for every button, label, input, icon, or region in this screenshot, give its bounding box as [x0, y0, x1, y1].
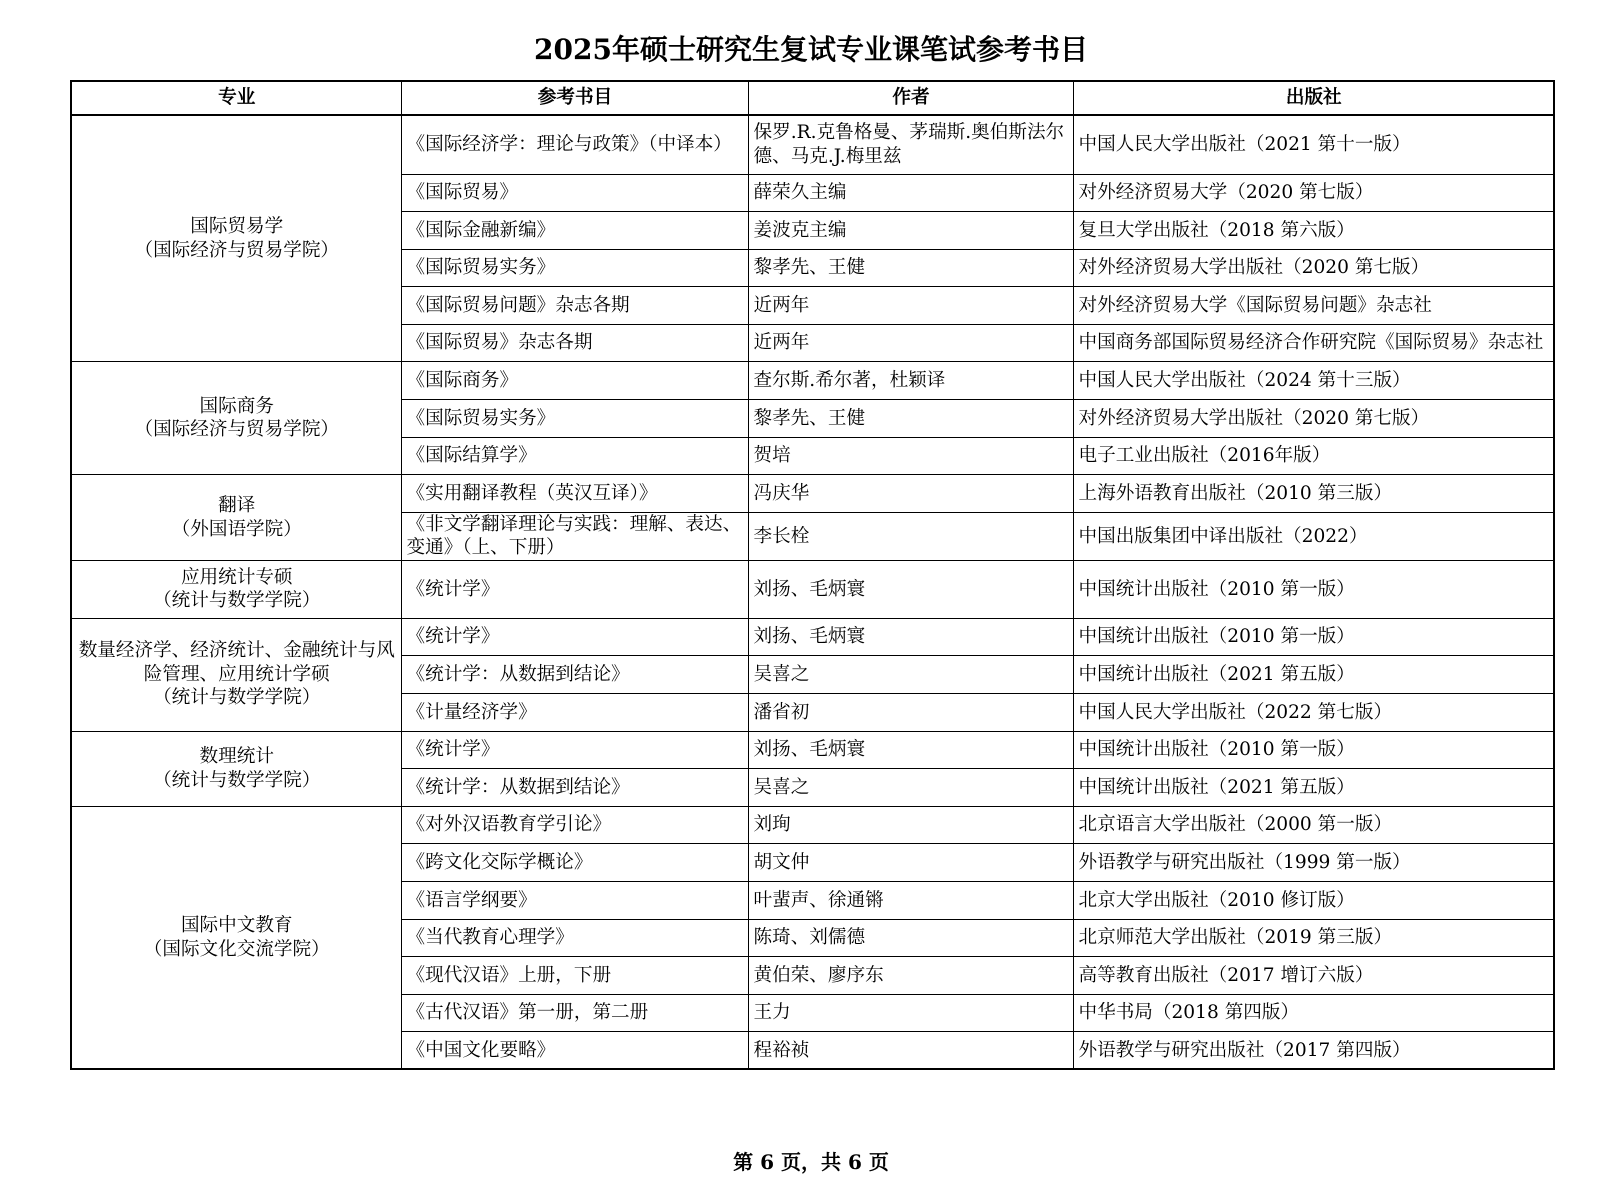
book-title-cell: 《国际贸易问题》杂志各期 — [401, 287, 748, 325]
author-cell: 刘扬、毛炳寰 — [748, 618, 1073, 656]
table-row — [71, 731, 1554, 769]
publisher-cell: 中国统计出版社（2021 第五版） — [1073, 769, 1554, 807]
book-title-cell: 《国际贸易实务》 — [401, 400, 748, 438]
author-cell: 近两年 — [748, 287, 1073, 325]
header-author: 作者 — [748, 81, 1073, 115]
book-title-cell: 《国际贸易》杂志各期 — [401, 324, 748, 362]
major-cell — [71, 806, 401, 1069]
author-cell: 叶蜚声、徐通锵 — [748, 882, 1073, 920]
author-cell: 陈琦、刘儒德 — [748, 919, 1073, 957]
book-title-cell: 《统计学：从数据到结论》 — [401, 769, 748, 807]
book-title-cell: 《跨文化交际学概论》 — [401, 844, 748, 882]
book-title-cell: 《统计学》 — [401, 560, 748, 618]
publisher-cell: 对外经济贸易大学出版社（2020 第七版） — [1073, 400, 1554, 438]
author-cell: 李长栓 — [748, 512, 1073, 560]
author-cell: 吴喜之 — [748, 656, 1073, 694]
author-cell: 冯庆华 — [748, 475, 1073, 513]
major-name: 翻译 — [218, 495, 256, 517]
publisher-cell: 中国商务部国际贸易经济合作研究院《国际贸易》杂志社 — [1073, 324, 1554, 362]
publisher-cell: 北京语言大学出版社（2000 第一版） — [1073, 806, 1554, 844]
book-title-cell: 《实用翻译教程（英汉互译）》 — [401, 475, 748, 513]
book-title-cell: 《古代汉语》第一册，第二册 — [401, 994, 748, 1032]
publisher-cell: 上海外语教育出版社（2010 第三版） — [1073, 475, 1554, 513]
major-name: 数理统计 — [199, 746, 274, 768]
publisher-cell: 对外经济贸易大学（2020 第七版） — [1073, 174, 1554, 212]
major-school: （国际经济与贸易学院） — [134, 419, 340, 441]
book-title-cell: 《国际金融新编》 — [401, 212, 748, 250]
major-school: （统计与数学学院） — [153, 687, 321, 709]
page-title: 2025年硕士研究生复试专业课笔试参考书目 — [534, 33, 1088, 66]
author-cell: 近两年 — [748, 324, 1073, 362]
author-cell: 黎孝先、王健 — [748, 249, 1073, 287]
book-title-cell: 《对外汉语教育学引论》 — [401, 806, 748, 844]
major-name: 国际商务 — [199, 395, 274, 417]
publisher-cell: 外语教学与研究出版社（2017 第四版） — [1073, 1032, 1554, 1070]
publisher-cell: 中国统计出版社（2021 第五版） — [1073, 656, 1554, 694]
author-cell: 查尔斯.希尔著，杜颖译 — [748, 362, 1073, 400]
author-cell: 刘扬、毛炳寰 — [748, 560, 1073, 618]
major-name: 国际中文教育 — [180, 915, 293, 937]
book-title-cell: 《国际经济学：理论与政策》（中译本） — [401, 115, 748, 174]
major-school: （统计与数学学院） — [153, 769, 321, 791]
author-cell: 刘珣 — [748, 806, 1073, 844]
publisher-cell: 中国统计出版社（2010 第一版） — [1073, 560, 1554, 618]
book-title-cell: 《中国文化要略》 — [401, 1032, 748, 1070]
author-cell: 黎孝先、王健 — [748, 400, 1073, 438]
book-title-cell: 《国际商务》 — [401, 362, 748, 400]
major-name: 国际贸易学 — [190, 216, 284, 238]
book-title-cell: 《当代教育心理学》 — [401, 919, 748, 957]
publisher-cell: 电子工业出版社（2016年版） — [1073, 437, 1554, 475]
book-title-cell: 《统计学》 — [401, 618, 748, 656]
publisher-cell: 北京大学出版社（2010 修订版） — [1073, 882, 1554, 920]
major-name: 数量经济学、经济统计、金融统计与风险管理、应用统计学硕 — [78, 640, 395, 685]
book-title-cell: 《国际贸易》 — [401, 174, 748, 212]
publisher-cell: 中国人民大学出版社（2024 第十三版） — [1073, 362, 1554, 400]
major-cell — [71, 618, 401, 731]
table-row — [71, 362, 1554, 400]
major-cell — [71, 475, 401, 561]
author-cell: 贺培 — [748, 437, 1073, 475]
author-cell: 程裕祯 — [748, 1032, 1073, 1070]
table-row — [71, 806, 1554, 844]
author-cell: 黄伯荣、廖序东 — [748, 957, 1073, 995]
major-cell — [71, 560, 401, 618]
publisher-cell: 中国统计出版社（2010 第一版） — [1073, 618, 1554, 656]
book-title-cell: 《统计学：从数据到结论》 — [401, 656, 748, 694]
header-book-title: 参考书目 — [401, 81, 748, 115]
author-cell: 胡文仲 — [748, 844, 1073, 882]
reference-book-table — [70, 80, 1555, 1070]
major-cell — [71, 362, 401, 475]
author-cell: 吴喜之 — [748, 769, 1073, 807]
page-number: 第 6 页，共 6 页 — [733, 1150, 889, 1174]
author-cell: 刘扬、毛炳寰 — [748, 731, 1073, 769]
major-school: （统计与数学学院） — [153, 590, 321, 612]
major-name: 应用统计专硕 — [180, 566, 293, 588]
book-title-cell: 《计量经济学》 — [401, 694, 748, 732]
publisher-cell: 中国人民大学出版社（2021 第十一版） — [1073, 115, 1554, 174]
publisher-cell: 对外经济贸易大学出版社（2020 第七版） — [1073, 249, 1554, 287]
author-cell: 潘省初 — [748, 694, 1073, 732]
major-school: （国际经济与贸易学院） — [134, 239, 340, 261]
book-title-cell: 《统计学》 — [401, 731, 748, 769]
author-cell: 薛荣久主编 — [748, 174, 1073, 212]
publisher-cell: 中华书局（2018 第四版） — [1073, 994, 1554, 1032]
publisher-cell: 北京师范大学出版社（2019 第三版） — [1073, 919, 1554, 957]
table-row — [71, 560, 1554, 618]
header-publisher: 出版社 — [1073, 81, 1554, 115]
header-major: 专业 — [71, 81, 401, 115]
book-title-cell: 《国际贸易实务》 — [401, 249, 748, 287]
book-title-cell: 《非文学翻译理论与实践：理解、表达、变通》（上、下册） — [401, 512, 748, 560]
publisher-cell: 中国人民大学出版社（2022 第七版） — [1073, 694, 1554, 732]
book-title-cell: 《现代汉语》上册，下册 — [401, 957, 748, 995]
table-row — [71, 475, 1554, 513]
publisher-cell: 外语教学与研究出版社（1999 第一版） — [1073, 844, 1554, 882]
author-cell: 姜波克主编 — [748, 212, 1073, 250]
book-title-cell: 《国际结算学》 — [401, 437, 748, 475]
major-cell — [71, 115, 401, 362]
author-cell: 王力 — [748, 994, 1073, 1032]
publisher-cell: 对外经济贸易大学《国际贸易问题》杂志社 — [1073, 287, 1554, 325]
publisher-cell: 中国出版集团中译出版社（2022） — [1073, 512, 1554, 560]
table-row — [71, 618, 1554, 656]
major-school: （国际文化交流学院） — [143, 938, 330, 960]
major-school: （外国语学院） — [171, 518, 302, 540]
table-header-row — [71, 81, 1554, 115]
major-cell — [71, 731, 401, 806]
publisher-cell: 中国统计出版社（2010 第一版） — [1073, 731, 1554, 769]
table-row — [71, 115, 1554, 174]
publisher-cell: 高等教育出版社（2017 增订六版） — [1073, 957, 1554, 995]
book-title-cell: 《语言学纲要》 — [401, 882, 748, 920]
author-cell: 保罗.R.克鲁格曼、茅瑞斯.奥伯斯法尔德、马克.J.梅里兹 — [748, 115, 1073, 174]
publisher-cell: 复旦大学出版社（2018 第六版） — [1073, 212, 1554, 250]
